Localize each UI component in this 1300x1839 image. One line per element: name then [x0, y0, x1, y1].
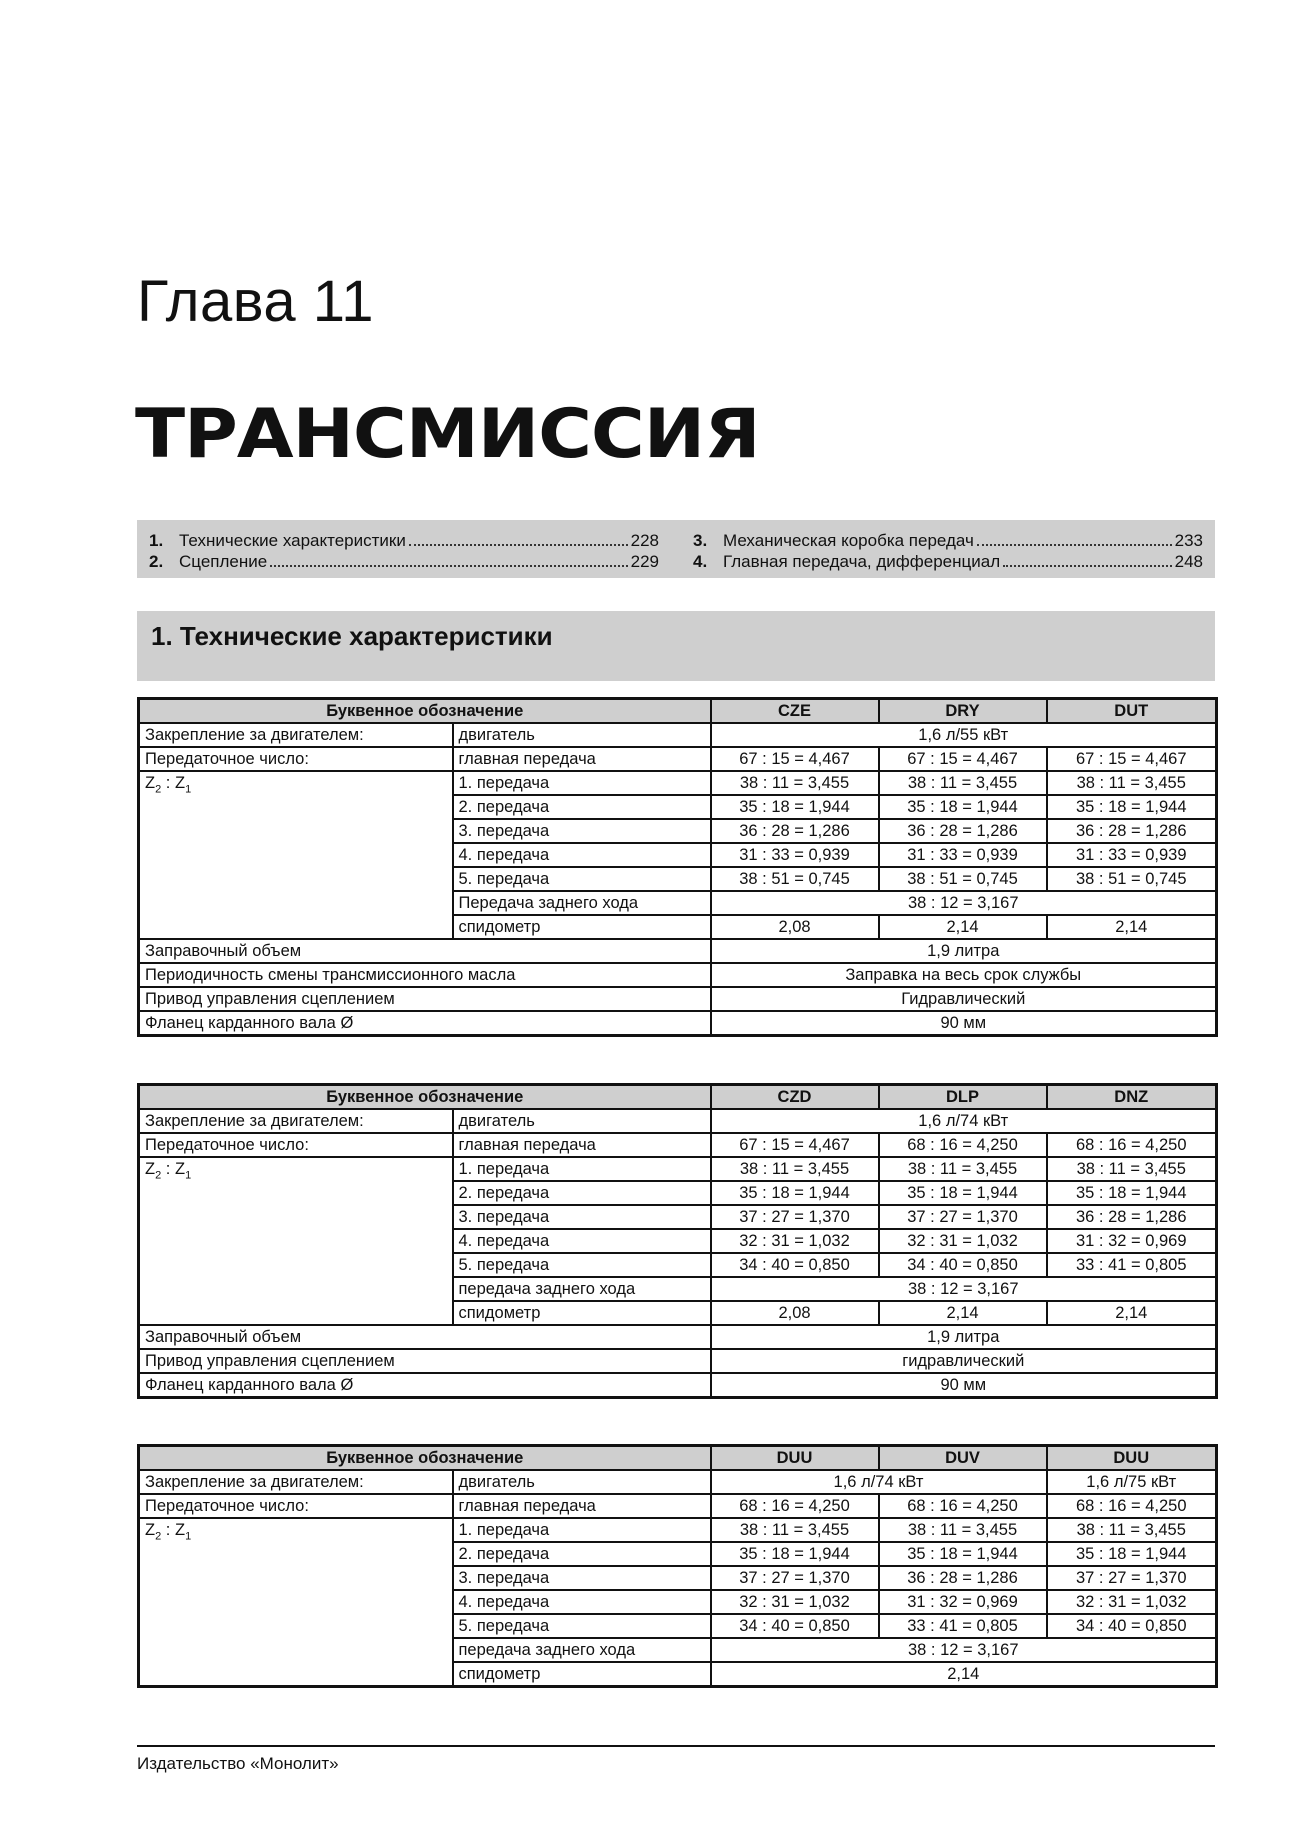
toc-item[interactable] — [693, 531, 1203, 552]
row-label: Привод управления сцеплением — [139, 987, 711, 1011]
row-label: Заправочный объем — [139, 939, 711, 963]
table-row — [139, 1470, 1217, 1494]
reverse-value: 38 : 12 = 3,167 — [711, 1277, 1217, 1301]
cell-value: 67 : 15 = 4,467 — [711, 747, 879, 771]
cell-value: 35 : 18 = 1,944 — [1047, 1181, 1217, 1205]
row-sublabel: двигатель — [453, 723, 711, 747]
table-row — [139, 1157, 1217, 1181]
cell-value: 35 : 18 = 1,944 — [711, 795, 879, 819]
table-row — [139, 1518, 1217, 1542]
cell-value: 38 : 51 = 0,745 — [1047, 867, 1217, 891]
cell-value: 36 : 28 = 1,286 — [1047, 1205, 1217, 1229]
row-label: Передаточное число: — [139, 747, 453, 771]
chapter-title: ТРАНСМИССИЯ — [135, 395, 760, 474]
cell-value: 67 : 15 = 4,467 — [1047, 747, 1217, 771]
cell-value: 34 : 40 = 0,850 — [879, 1253, 1047, 1277]
row-sublabel: 3. передача — [453, 1566, 711, 1590]
cell-value: 38 : 11 = 3,455 — [879, 771, 1047, 795]
cell-value: 34 : 40 = 0,850 — [711, 1253, 879, 1277]
cell-value: 35 : 18 = 1,944 — [879, 1181, 1047, 1205]
table-row — [139, 1494, 1217, 1518]
engine-value: 1,6 л/74 кВт — [711, 1470, 1047, 1494]
row-sublabel: 3. передача — [453, 819, 711, 843]
oil-change-value: Заправка на весь срок службы — [711, 963, 1217, 987]
table-row — [139, 747, 1217, 771]
cell-value: 31 : 33 = 0,939 — [879, 843, 1047, 867]
cell-value: 31 : 32 = 0,969 — [1047, 1229, 1217, 1253]
code-header: DNZ — [1047, 1085, 1217, 1110]
cell-value: 35 : 18 = 1,944 — [879, 1542, 1047, 1566]
table-row — [139, 1011, 1217, 1036]
toc-item[interactable] — [149, 531, 659, 552]
footer-divider — [137, 1745, 1215, 1747]
row-sublabel: 4. передача — [453, 843, 711, 867]
toc-dot-leader — [270, 565, 627, 567]
row-sublabel: двигатель — [453, 1109, 711, 1133]
cell-value: 38 : 11 = 3,455 — [1047, 1518, 1217, 1542]
cell-value: 2,14 — [879, 1301, 1047, 1325]
toc-item-page: 248 — [1174, 552, 1203, 571]
row-label: Передаточное число: — [139, 1133, 453, 1157]
code-header: DUT — [1047, 699, 1217, 724]
code-header: CZE — [711, 699, 879, 724]
row-sublabel: главная передача — [453, 1133, 711, 1157]
table-row — [139, 1373, 1217, 1398]
row-sublabel: главная передача — [453, 747, 711, 771]
cell-value: 38 : 11 = 3,455 — [1047, 1157, 1217, 1181]
toc-item-label: Главная передача, дифференциал — [723, 552, 1001, 571]
code-header: DRY — [879, 699, 1047, 724]
cell-value: 36 : 28 = 1,286 — [879, 1566, 1047, 1590]
toc-item-number: 3. — [693, 531, 708, 550]
publisher-footer: Издательство «Монолит» — [137, 1754, 339, 1773]
row-label: Привод управления сцеплением — [139, 1349, 711, 1373]
cell-value: 38 : 11 = 3,455 — [1047, 771, 1217, 795]
cell-value: 38 : 11 = 3,455 — [879, 1518, 1047, 1542]
row-sublabel: 2. передача — [453, 795, 711, 819]
row-sublabel: двигатель — [453, 1470, 711, 1494]
row-sublabel: 1. передача — [453, 771, 711, 795]
cell-value: 34 : 40 = 0,850 — [711, 1614, 879, 1638]
toc-item[interactable] — [149, 552, 659, 573]
cell-value: 38 : 11 = 3,455 — [711, 1157, 879, 1181]
flange-value: 90 мм — [711, 1011, 1217, 1036]
row-sublabel: спидометр — [453, 1301, 711, 1325]
row-label: Закрепление за двигателем: — [139, 723, 453, 747]
spec-table-2 — [137, 1083, 1218, 1399]
table-header-row — [139, 1085, 1217, 1110]
row-sublabel: 2. передача — [453, 1542, 711, 1566]
cell-value: 32 : 31 = 1,032 — [711, 1590, 879, 1614]
cell-value: 2,14 — [1047, 915, 1217, 939]
cell-value: 35 : 18 = 1,944 — [711, 1542, 879, 1566]
spec-table-1 — [137, 697, 1218, 1037]
cell-value: 32 : 31 = 1,032 — [879, 1229, 1047, 1253]
row-sublabel: передача заднего хода — [453, 1277, 711, 1301]
z-ratio-label: $Z_2$ : $Z_1$ — [139, 1518, 453, 1687]
table-row — [139, 1109, 1217, 1133]
row-label: Периодичность смены трансмиссионного масла — [139, 963, 711, 987]
table-row — [139, 1349, 1217, 1373]
code-header: DUU — [1047, 1446, 1217, 1471]
cell-value: 38 : 11 = 3,455 — [711, 1518, 879, 1542]
toc-item-label: Механическая коробка передач — [723, 531, 974, 550]
toc-item[interactable] — [693, 552, 1203, 573]
cell-value: 35 : 18 = 1,944 — [1047, 795, 1217, 819]
row-sublabel: 1. передача — [453, 1157, 711, 1181]
table-row — [139, 771, 1217, 795]
cell-value: 35 : 18 = 1,944 — [1047, 1542, 1217, 1566]
clutch-drive-value: гидравлический — [711, 1349, 1217, 1373]
engine-value: 1,6 л/74 кВт — [711, 1109, 1217, 1133]
toc-item-number: 2. — [149, 552, 164, 571]
cell-value: 38 : 51 = 0,745 — [879, 867, 1047, 891]
designation-header: Буквенное обозначение — [139, 699, 711, 724]
table-of-contents — [137, 520, 1215, 578]
row-label: Передаточное число: — [139, 1494, 453, 1518]
row-sublabel: передача заднего хода — [453, 1638, 711, 1662]
table-row — [139, 1133, 1217, 1157]
code-header: DUV — [879, 1446, 1047, 1471]
cell-value: 36 : 28 = 1,286 — [879, 819, 1047, 843]
row-sublabel: главная передача — [453, 1494, 711, 1518]
toc-column-right — [693, 531, 1203, 578]
cell-value: 35 : 18 = 1,944 — [711, 1181, 879, 1205]
cell-value: 38 : 11 = 3,455 — [879, 1157, 1047, 1181]
row-label: Фланец карданного вала Ø — [139, 1011, 711, 1036]
toc-dot-leader — [409, 544, 628, 546]
toc-item-number: 1. — [149, 531, 164, 550]
cell-value: 68 : 16 = 4,250 — [711, 1494, 879, 1518]
fill-value: 1,9 литра — [711, 939, 1217, 963]
cell-value: 31 : 33 = 0,939 — [1047, 843, 1217, 867]
speedo-value: 2,14 — [711, 1662, 1217, 1687]
cell-value: 2,08 — [711, 915, 879, 939]
z-ratio-label: $Z_2$ : $Z_1$ — [139, 771, 453, 939]
cell-value: 35 : 18 = 1,944 — [879, 795, 1047, 819]
toc-item-label: Технические характеристики — [179, 531, 406, 550]
cell-value: 68 : 16 = 4,250 — [879, 1133, 1047, 1157]
cell-value: 37 : 27 = 1,370 — [711, 1205, 879, 1229]
chapter-heading: Глава 11 — [137, 269, 374, 334]
reverse-value: 38 : 12 = 3,167 — [711, 1638, 1217, 1662]
z-ratio-label: $Z_2$ : $Z_1$ — [139, 1157, 453, 1325]
row-sublabel: 1. передача — [453, 1518, 711, 1542]
cell-value: 34 : 40 = 0,850 — [1047, 1614, 1217, 1638]
row-sublabel: 3. передача — [453, 1205, 711, 1229]
code-header: DLP — [879, 1085, 1047, 1110]
cell-value: 36 : 28 = 1,286 — [711, 819, 879, 843]
toc-item-page: 229 — [630, 552, 659, 571]
cell-value: 32 : 31 = 1,032 — [711, 1229, 879, 1253]
row-sublabel: спидометр — [453, 915, 711, 939]
fill-value: 1,9 литра — [711, 1325, 1217, 1349]
designation-header: Буквенное обозначение — [139, 1446, 711, 1471]
cell-value: 32 : 31 = 1,032 — [1047, 1590, 1217, 1614]
code-header: DUU — [711, 1446, 879, 1471]
cell-value: 31 : 32 = 0,969 — [879, 1590, 1047, 1614]
row-sublabel: 4. передача — [453, 1590, 711, 1614]
toc-dot-leader — [1003, 565, 1171, 567]
row-label: Закрепление за двигателем: — [139, 1470, 453, 1494]
cell-value: 33 : 41 = 0,805 — [1047, 1253, 1217, 1277]
spec-table-3 — [137, 1444, 1218, 1688]
toc-item-page: 233 — [1174, 531, 1203, 550]
flange-value: 90 мм — [711, 1373, 1217, 1398]
engine-value: 1,6 л/55 кВт — [711, 723, 1217, 747]
code-header: CZD — [711, 1085, 879, 1110]
row-sublabel: 5. передача — [453, 867, 711, 891]
clutch-drive-value: Гидравлический — [711, 987, 1217, 1011]
cell-value: 2,14 — [879, 915, 1047, 939]
table-row — [139, 963, 1217, 987]
row-label: Закрепление за двигателем: — [139, 1109, 453, 1133]
row-sublabel: спидометр — [453, 1662, 711, 1687]
toc-item-page: 228 — [630, 531, 659, 550]
row-label: Фланец карданного вала Ø — [139, 1373, 711, 1398]
cell-value: 33 : 41 = 0,805 — [879, 1614, 1047, 1638]
cell-value: 2,08 — [711, 1301, 879, 1325]
table-row — [139, 1325, 1217, 1349]
cell-value: 37 : 27 = 1,370 — [711, 1566, 879, 1590]
cell-value: 68 : 16 = 4,250 — [1047, 1494, 1217, 1518]
table-header-row — [139, 699, 1217, 724]
cell-value: 37 : 27 = 1,370 — [879, 1205, 1047, 1229]
cell-value: 36 : 28 = 1,286 — [1047, 819, 1217, 843]
toc-item-number: 4. — [693, 552, 708, 571]
table-row — [139, 723, 1217, 747]
engine-value: 1,6 л/75 кВт — [1047, 1470, 1217, 1494]
designation-header: Буквенное обозначение — [139, 1085, 711, 1110]
cell-value: 68 : 16 = 4,250 — [1047, 1133, 1217, 1157]
row-sublabel: 4. передача — [453, 1229, 711, 1253]
cell-value: 67 : 15 = 4,467 — [879, 747, 1047, 771]
row-sublabel: Передача заднего хода — [453, 891, 711, 915]
cell-value: 38 : 11 = 3,455 — [711, 771, 879, 795]
cell-value: 67 : 15 = 4,467 — [711, 1133, 879, 1157]
toc-dot-leader — [977, 544, 1172, 546]
cell-value: 37 : 27 = 1,370 — [1047, 1566, 1217, 1590]
reverse-value: 38 : 12 = 3,167 — [711, 891, 1217, 915]
cell-value: 38 : 51 = 0,745 — [711, 867, 879, 891]
cell-value: 2,14 — [1047, 1301, 1217, 1325]
row-label: Заправочный объем — [139, 1325, 711, 1349]
cell-value: 31 : 33 = 0,939 — [711, 843, 879, 867]
table-header-row — [139, 1446, 1217, 1471]
toc-column-left — [149, 531, 659, 578]
row-sublabel: 5. передача — [453, 1253, 711, 1277]
row-sublabel: 2. передача — [453, 1181, 711, 1205]
toc-item-label: Сцепление — [179, 552, 268, 571]
table-row — [139, 987, 1217, 1011]
section-heading: 1. Технические характеристики — [137, 611, 1215, 681]
row-sublabel: 5. передача — [453, 1614, 711, 1638]
table-row — [139, 939, 1217, 963]
cell-value: 68 : 16 = 4,250 — [879, 1494, 1047, 1518]
